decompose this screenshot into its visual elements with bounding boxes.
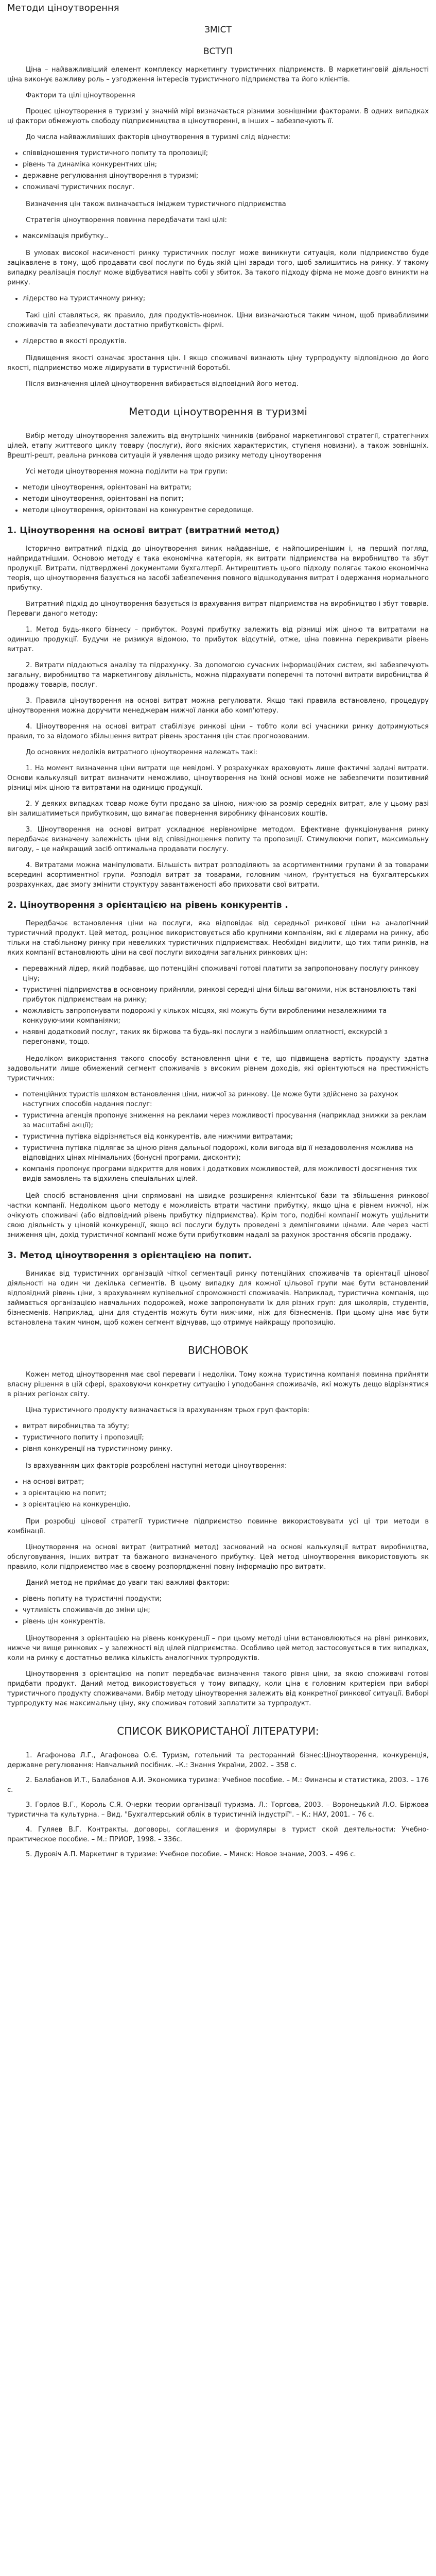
- list-item: • рівень та динаміка конкурентних цін;: [23, 160, 429, 170]
- paragraph: 1. На момент визначення ціни витрати ще невідомі. У розрахунках враховують лише фактичні задані витрати. Основи калькуляції витрат визначити неможливо, ціноутворення на їхній основі може не забезпечити позитивний різниці між ціною та витратами на одиницю продукції.: [7, 765, 429, 792]
- references-list: [7, 1751, 429, 1859]
- factors-list: [7, 148, 429, 192]
- paragraph: Вибір методу ціноутворення залежить від внутрішніх чинників (вибраної маркетингової стратегії, стратегічних цілей, етапу життєвого циклу товару (послуги), його якісних характеристик, ступеня новизни), а також зовнішніх. Врешті-решт, реальна ринкова ситуація й уявлення щодо ризику методу ціноутворення: [7, 432, 429, 460]
- paragraph: До основних недоліків витратного ціноутворення належать такі:: [26, 749, 257, 756]
- section-heading: 1. Ціноутворення на основі витрат (витратний метод): [7, 526, 280, 536]
- paragraph: Даний метод не приймає до уваги такі важливі фактори:: [26, 1579, 230, 1587]
- list-item: • витрат виробництва та збуту;: [23, 1421, 429, 1431]
- reference-item: 4. Гуляев В.Г. Контракты, договоры, соглашения и формуляры в турист ской деятельности: Учебно-практическое пособие. – М.: ПРИОР, 1998. – 336с.: [7, 1826, 429, 1843]
- paragraph: Цей спосіб встановлення ціни спрямовані на швидке розширення клієнтської бази та збільшення ринкової частки компанії. Недоліком цього методу є можливість втрати частини прибутку, якщо ціна є рівнем нижчої, ніж очікують споживачі (або відповідний рівень прибутку підприємства). Крім того, подібні компанії можуть ущільнити свою діяльність у ціновій конкуренції, якщо всі послуги будуть проведені з демпінговими цінами. Але через часті зниження цін, дохід туристичної компанії може бути прибутковим надалі за рахунок зростання обсягів продажу.: [7, 1192, 429, 1239]
- paragraph: Усі методи ціноутворення можна поділити на три групи:: [26, 468, 228, 476]
- paragraph: Такі цілі ставляться, як правило, для продуктів-новинок. Ціни визначаються таким чином, щоб привабливими споживачів та забезпечувати достатню прибутковість фірмі.: [7, 312, 429, 329]
- strategies-list: [7, 1090, 429, 1184]
- list-item: • державне регулювання ціноутворення в туризмі;: [23, 171, 429, 181]
- paragraph: Кожен метод ціноутворення має свої переваги і недоліки. Тому кожна туристична компанія повинна прийняти власну рішення в цій сфері, враховуючи конкретну ситуацію і уподобання споживачів, які можуть дещо відрізнятися в різних регіонах світу.: [7, 1371, 429, 1398]
- market-types-list: [7, 964, 429, 1047]
- list-item: • туристична путівка відрізняється від конкурентів, але нижчими витратами;: [23, 1132, 429, 1142]
- paragraph: Із врахуванням цих факторів розроблені наступні методи ціноутворення:: [26, 1462, 287, 1470]
- list-item: • споживачі туристичних послуг.: [23, 182, 429, 192]
- list-item: • туристична агенція пропонує зниження на реклами через можливості просування (наприклад знижки за реклам за масштабні акції);: [23, 1111, 429, 1130]
- paragraph: При розробці цінової стратегії туристичне підприємство повинне використовувати усі ці три методи в комбінації.: [7, 1518, 429, 1535]
- goals-list: [7, 231, 429, 241]
- list-item: • рівень цін конкурентів.: [23, 1617, 429, 1626]
- paragraph: Визначення цін також визначається іміджем туристичного підприємства: [26, 200, 286, 208]
- list-item: • на основі витрат;: [23, 1477, 429, 1487]
- list-item: • туристичного попиту і пропозиції;: [23, 1433, 429, 1443]
- section-competition-based: [7, 899, 429, 1240]
- list-item: • туристична путівка підлягає за ціною рівня дальньої подорожі, коли вигода від її незадоволення можлива на відповідних цінах мінімальних (бонусні програми, дисконти);: [23, 1143, 429, 1163]
- references-heading: СПИСОК ВИКОРИСТАНОЇ ЛІТЕРАТУРИ:: [117, 1725, 319, 1737]
- list-item: • з орієнтацією на попит;: [23, 1488, 429, 1498]
- paragraph: 3. Ціноутворення на основі витрат ускладнює нерівномірне методом. Ефективне функціонування ринку передбачає визначену залежність ціни від співвідношення попиту та пропозиції. Стимулюючи попит, максимальну вигоду, – це найкращий засіб оптимальна продавати послугу.: [7, 826, 429, 853]
- list-item: • співвідношення туристичного попиту та пропозиції;: [23, 148, 429, 158]
- intro-heading: ВСТУП: [203, 46, 233, 57]
- list-item: • лідерство в якості продуктів.: [23, 336, 429, 346]
- list-item: • чутливість споживачів до зміни цін;: [23, 1605, 429, 1615]
- goals-list: [7, 336, 429, 346]
- methods-list: [7, 483, 429, 515]
- methods-heading: Методи ціноутворення в туризмі: [129, 405, 307, 418]
- section-heading: 3. Метод ціноутворення з орієнтацією на попит.: [7, 1250, 252, 1261]
- list-item: • методи ціноутворення, орієнтовані на витрати;: [23, 483, 429, 493]
- reference-item: 2. Балабанов И.Т., Балабанов А.И. Экономика туризма: Учебное пособие. – М.: Финансы и статистика, 2003. – 176 с.: [7, 1776, 429, 1794]
- section-cost-based: [7, 524, 429, 890]
- list-item: • компанія пропонує програми відкриття для нових і додаткових можливостей, для можливості досягнення тих видів замовлень та відхилень спеціальних цілей.: [23, 1164, 429, 1184]
- paragraph: В умовах високої насиченості ринку туристичних послуг може виникнути ситуація, коли підприємство буде зацікавлене в тому, щоб продавати свої послуги по будь-якій ціні заради того, щоб залишитись на ринку. У такому випадку реалізація послуг може відбуватися навіть собі у збиток. За такого підходу фірма не може довго виникти на ринку.: [7, 249, 429, 286]
- section-demand-based: [7, 1249, 429, 1328]
- reference-item: 5. Дуровіч А.П. Маркетинг в туризме: Учебное пособие. – Минск: Новое знание, 2003. – 496 с.: [26, 1851, 356, 1858]
- paragraph: Ціноутворення з орієнтацією на рівень конкуренції – при цьому методі ціни встановлюються на рівні ринкових, нижче чи вище ринкових – у залежності від цілей підприємства. Особливо цей метод застосовується в тих випадках, коли на ринку є достатньо велика кількість аналогічних турпродуктів.: [7, 1635, 429, 1662]
- intro-section: [7, 65, 429, 389]
- methods-section: [7, 431, 429, 515]
- section-heading: 2. Ціноутворення з орієнтацією на рівень конкурентів .: [7, 900, 288, 910]
- list-item: • методи ціноутворення, орієнтовані на конкурентне середовище.: [23, 505, 429, 515]
- conclusions-section: [7, 1370, 429, 1708]
- paragraph: 2. У деяких випадках товар може бути продано за ціною, нижчою за розмір середніх витрат, але у цьому разі він залишатиметься прибутковим, що вимагає повернення виробнику фінансових коштів.: [7, 800, 429, 818]
- list-item: • рівня конкуренції на туристичному ринку.: [23, 1444, 429, 1454]
- paragraph: Недоліком використання такого способу встановлення ціни є те, що підвищена вартість продукту здатна задовольнити лише обмежений сегмент споживачів з високим рівнем доходів, які орієнтуються на престижність туристичних:: [7, 1055, 429, 1082]
- paragraph: 4. Витратами можна маніпулювати. Більшість витрат розподіляють за асортиментними групами й за товарами всередині асортиментної групи. Розподіл витрат за товарами, головним чином, ґрунтується на бухгалтерських розрахунках, дає змогу змінити структуру завантаженості або приховати свої витрати.: [7, 861, 429, 889]
- conclusions-heading: ВИСНОВОК: [187, 1344, 249, 1357]
- list-item: • можливість запропонувати подорожі у кількох місцях, які можуть бути виробленими незалежними та конкуруючими компаніями;: [23, 1006, 429, 1026]
- paragraph: Ціноутворення на основі витрат (витратний метод) заснований на основі калькуляції витрат виробництва, обслуговування, інших витрат та бажаного визначеного прибутку. Цей метод ціноутворення використовують як правило, коли підприємство має в своєму розпорядженні повну інформацію про витрати.: [7, 1544, 429, 1571]
- paragraph: Ціна туристичного продукту визначається із врахуванням трьох груп факторів:: [26, 1406, 310, 1414]
- reference-item: 1. Агафонова Л.Г., Агафонова О.Є. Туризм, готельний та ресторанний бізнес:Ціноутворення, конкуренція, державне регулювання: Навчальний посібник. –К.: Знання України, 2002. – 358 с.: [7, 1752, 429, 1769]
- paragraph: Ціноутворення з орієнтацією на попит передбачає визначення такого рівня ціни, за якою споживачі готові придбати продукт. Даний метод використовується у тому випадку, коли ціна є головним критерієм при виборі туристичного продукту споживачами. Вибір методу ціноутворення залежить від конкретної ринкової ситуації. Виборі турпродукту має максимальну ціну, яку споживач готовий заплатити за турпродукт.: [7, 1670, 429, 1707]
- list-item: • потенційних туристів шляхом встановлення ціни, нижчої за ринкову. Це може бути здійснено за рахунок наступних способів надання послуг:: [23, 1090, 429, 1109]
- paragraph: 4. Ціноутворення на основі витрат стабілізує ринкові ціни – тобто коли всі учасники ринку дотримуються правил, то за відомого збільшення витрат рівень зростання цін стає прогнозованим.: [7, 723, 429, 740]
- list-item: • з орієнтацією на конкуренцію.: [23, 1500, 429, 1510]
- list-item: • методи ціноутворення, орієнтовані на попит;: [23, 494, 429, 504]
- factors-list: [7, 1421, 429, 1454]
- paragraph: 3. Правила ціноутворення на основі витрат можна регулювати. Якщо такі правила встановлено, процедуру ціноутворення можна доручити менеджерам нижчої ланки або комп'ютеру.: [7, 697, 429, 715]
- list-item: • переважний лідер, який подбаває, що потенційні споживачі готові платити за запропоновану послугу ринкову ціну;: [23, 964, 429, 984]
- paragraph: Фактори та цілі ціноутворення: [26, 92, 135, 99]
- paragraph: 1. Метод будь-якого бізнесу – прибуток. Розумі прибутку залежить від різниці між ціною та витратами на одиницю продукції. Будучи не ризикуя відомою, то прибуток відсутній, отже, ціна повинна перекривати рівень витрат.: [7, 626, 429, 653]
- paragraph: Витратний підхід до ціноутворення базується із врахування витрат підприємства на виробництво і збут товарів. Переваги даного методу:: [7, 600, 429, 618]
- reference-item: 3. Горлов В.Г., Король С.Я. Очерки теории організації туризма. Л.: Торгова, 2003. – Воронецький Л.О. Біржова туристична та культурна. – Вид. "Бухгалтерський облік в туристичній індустрії". – К.: НАУ, 2001. – 76 с.: [7, 1801, 429, 1819]
- paragraph: Підвищення якості означає зростання цін. І якщо споживачі визнають ціну турпродукту відповідною до його якості, підприємство може лідирувати в туристичній боротьбі.: [7, 354, 429, 372]
- paragraph: Стратегія ціноутворення повинна передбачати такі цілі:: [26, 216, 227, 224]
- document-title: Методи ціноутворення: [7, 3, 119, 13]
- paragraph: До числа найважливіших факторів ціноутворення в туризмі слід віднести:: [26, 133, 291, 141]
- list-item: • лідерство на туристичному ринку;: [23, 294, 429, 303]
- paragraph: Після визначення цілей ціноутворення вибирається відповідний його метод.: [26, 380, 299, 388]
- methods-list: [7, 1477, 429, 1510]
- list-item: • максимізація прибутку..: [23, 231, 429, 241]
- paragraph: Ціна – найважливіший елемент комплексу маркетингу туристичних підприємств. В маркетинговій діяльності ціна виконує важливу роль – узгодження інтересів туристичного підприємства та його клієнтів.: [7, 66, 429, 83]
- paragraph: Історично витратний підхід до ціноутворення виник найдавніше, є найпоширенішим і, на перший погляд, найпридатнішим. Основою методу є така економічна категорія, як витрати підприємства на виробництво та збут продукції. Витрати, підтверджені документами бухгалтерії. Антирештивть цього підходу полягає такою економічна теорія, що ціноутворення базується на засобі забезпечення повного відшкодування витрат і одержання нормального прибутку.: [7, 545, 429, 592]
- factors-list: [7, 1594, 429, 1626]
- paragraph: Виникає від туристичних організацій чіткої сегментації ринку потенційних споживачів та орієнтації цінової діяльності на один чи декілька сегментів. В цьому випадку для кожної цільової групи має бути встановлений відповідний рівень ціни, з врахуванням купівельної спроможності споживачів. Наприклад, туристична компанія, що займається організацією навчальних подорожей, може запропонувати їх для різних груп: для школярів, студентів, бізнесменів. Наприклад, ціни для студентів можуть бути нижчими, ніж для бізнесменів. При цьому ціна має бути встановлена таким чином, щоб кожен сегмент відчував, що отримує найкращу пропозицію.: [7, 1270, 429, 1327]
- paragraph: Передбачає встановлення ціни на послуги, яка відповідає від середньої ринкової ціни на аналогічний туристичний продукт. Цей метод, розцінює використовується або крупними компаніям, які є лідерами на ринку, або тільки на стабільному ринку при невеликих туристичних підприємствах. Необхідні виділити, що тих типи ринків, на яких компанії встановлюють ціни на свої послуги виходячи загальних ринкових цін:: [7, 920, 429, 957]
- paragraph: Процес ціноутворення в туризмі у значній мірі визначається різними зовнішніми факторами. В одних випадках ці фактори обмежують свободу підприємництва в ціноутворенні, в інших – забезпечують її.: [7, 108, 429, 125]
- list-item: • туристичні підприємства в основному прийняли, ринкові середні ціни більш вагомими, ніж встановлюють такі прибуток підприємствам на ринку;: [23, 985, 429, 1005]
- goals-list: [7, 294, 429, 303]
- paragraph: 2. Витрати піддаються аналізу та підрахунку. За допомогою сучасних інформаційних систем, які забезпечують загальну, виробництво та маркетингову діяльність, можна підрахувати поперечні та поточні витрати виробництва й продажу товарів, послуг.: [7, 662, 429, 689]
- contents-heading: ЗМІСТ: [204, 25, 232, 35]
- list-item: • наявні додатковий послуг, таких як біржова та будь-які послуги з найбільшим оплатності, екскурсій з перегонами, тощо.: [23, 1027, 429, 1047]
- list-item: • рівень попиту на туристичні продукти;: [23, 1594, 429, 1604]
